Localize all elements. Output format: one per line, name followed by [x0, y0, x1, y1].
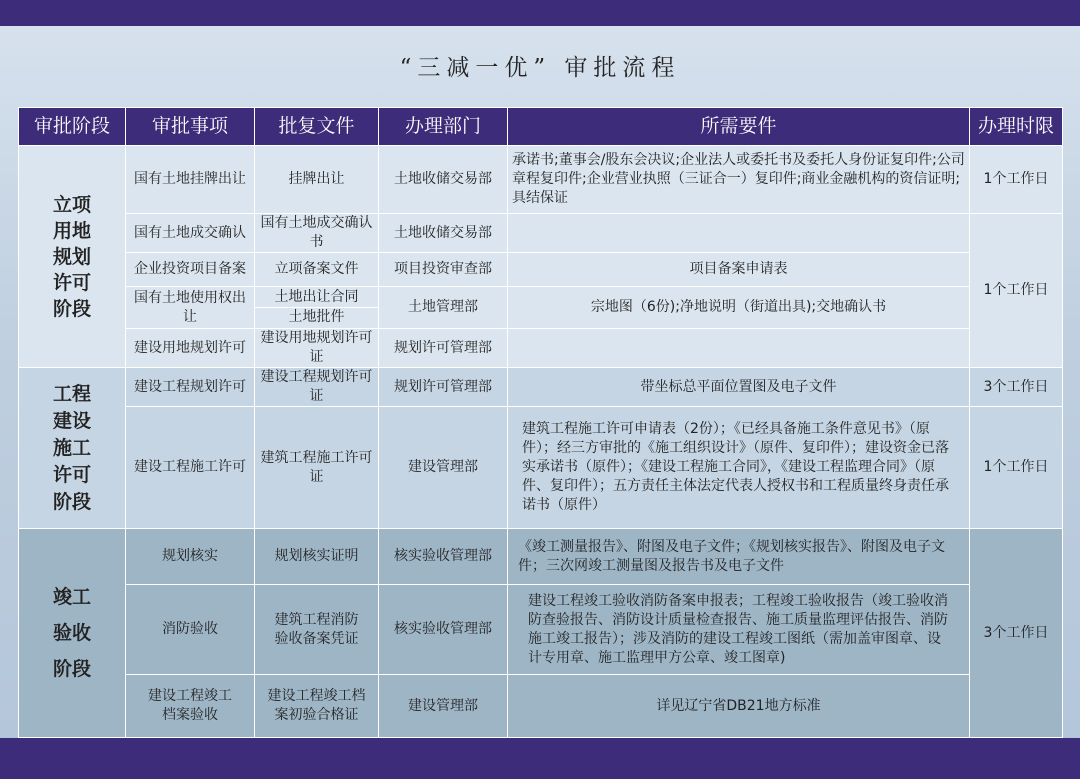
requirements-cell: 详见辽宁省DB21地方标准	[508, 675, 970, 738]
department-cell: 核实验收管理部	[379, 529, 508, 585]
table-row	[19, 585, 1063, 675]
item-cell: 国有土地成交确认	[126, 214, 255, 253]
time-limit-cell: 3个工作日	[970, 368, 1063, 407]
document-cell: 建筑工程消防验收备案凭证	[255, 585, 379, 675]
stage-cell	[19, 368, 126, 529]
document-cell: 建设工程竣工档案初验合格证	[255, 675, 379, 738]
document-cell: 立项备案文件	[255, 253, 379, 287]
requirements-cell	[508, 214, 970, 253]
item-cell: 企业投资项目备案	[126, 253, 255, 287]
top-banner	[0, 0, 1080, 26]
stage-cell	[19, 529, 126, 738]
table-row	[19, 368, 1063, 407]
table-row	[19, 146, 1063, 214]
document-cell: 建设工程规划许可证	[255, 368, 379, 407]
item-cell: 建设工程施工许可	[126, 407, 255, 529]
department-cell: 土地收储交易部	[379, 146, 508, 214]
department-cell: 规划许可管理部	[379, 368, 508, 407]
header-stage: 审批阶段	[19, 108, 126, 146]
document-cell: 国有土地成交确认书	[255, 214, 379, 253]
header-department: 办理部门	[379, 108, 508, 146]
document-cell: 建筑工程施工许可证	[255, 407, 379, 529]
time-limit-cell: 1个工作日	[970, 146, 1063, 214]
department-cell: 土地收储交易部	[379, 214, 508, 253]
item-cell: 建设工程规划许可	[126, 368, 255, 407]
item-cell: 规划核实	[126, 529, 255, 585]
department-cell: 建设管理部	[379, 407, 508, 529]
document-line: 土地批件	[255, 307, 378, 327]
bottom-banner	[0, 738, 1080, 779]
table-row	[19, 529, 1063, 585]
page-title: “三减一优” 审批流程	[399, 55, 681, 81]
table-row	[19, 329, 1063, 368]
requirements-cell: 建设工程竣工验收消防备案申报表；工程竣工验收报告（竣工验收消防查验报告、消防设计质量检查报告、施工质量监理评估报告、消防施工竣工报告）；涉及消防的建设工程竣工图纸（需加盖审图章、设计专用章、施工监理甲方公章、竣工图章)	[508, 585, 970, 675]
header-requirements: 所需要件	[508, 108, 970, 146]
department-cell: 项目投资审查部	[379, 253, 508, 287]
department-cell: 建设管理部	[379, 675, 508, 738]
requirements-cell: 项目备案申请表	[508, 253, 970, 287]
requirements-cell: 《竣工测量报告》、附图及电子文件；《规划核实报告》、附图及电子文件；三次网竣工测量图及报告书及电子文件	[508, 529, 970, 585]
item-cell: 国有土地挂牌出让	[126, 146, 255, 214]
document-line: 土地出让合同	[274, 289, 359, 305]
requirements-cell: 建筑工程施工许可申请表（2份）；《已经具备施工条件意见书》（原件）；经三方审批的《施工组织设计》（原件、复印件）；建设资金已落实承诺书（原件）；《建设工程施工合同》，《建设工程监理合同》（原件、复印件）；五方责任主体法定代表人授权书和工程质量终身责任承诺书（原件）	[508, 407, 970, 529]
stage-cell	[19, 146, 126, 368]
item-cell: 国有土地使用权出让	[126, 287, 255, 329]
requirements-cell: 宗地图（6份);净地说明（街道出具);交地确认书	[508, 287, 970, 329]
table-row	[19, 214, 1063, 253]
requirements-cell	[508, 329, 970, 368]
requirements-cell: 承诺书;董事会/股东会决议;企业法人或委托书及委托人身份证复印件;公司章程复印件;企业营业执照（三证合一）复印件;商业金融机构的资信证明;具结保证	[508, 146, 970, 214]
item-cell: 建设工程竣工档案验收	[126, 675, 255, 738]
table-row	[19, 407, 1063, 529]
time-limit-cell: 1个工作日	[970, 214, 1063, 368]
header-document: 批复文件	[255, 108, 379, 146]
stage-label: 工程建设施工许可阶段	[52, 382, 91, 513]
requirements-cell: 带坐标总平面位置图及电子文件	[508, 368, 970, 407]
header-item: 审批事项	[126, 108, 255, 146]
document-cell: 规划核实证明	[255, 529, 379, 585]
table-row	[19, 675, 1063, 738]
stage-label: 立项用地规划许可阶段	[52, 193, 91, 320]
department-cell: 规划许可管理部	[379, 329, 508, 368]
document-cell	[255, 287, 379, 329]
item-cell: 消防验收	[126, 585, 255, 675]
table-header-row	[19, 108, 1063, 146]
time-limit-cell: 3个工作日	[970, 529, 1063, 738]
document-cell: 挂牌出让	[255, 146, 379, 214]
stage-label: 竣工验收阶段	[52, 586, 91, 680]
table-row	[19, 253, 1063, 287]
header-time-limit: 办理时限	[970, 108, 1063, 146]
time-limit-cell: 1个工作日	[970, 407, 1063, 529]
department-cell: 土地管理部	[379, 287, 508, 329]
table-row	[19, 287, 1063, 329]
document-cell: 建设用地规划许可证	[255, 329, 379, 368]
approval-process-table	[18, 107, 1063, 738]
department-cell: 核实验收管理部	[379, 585, 508, 675]
item-cell: 建设用地规划许可	[126, 329, 255, 368]
